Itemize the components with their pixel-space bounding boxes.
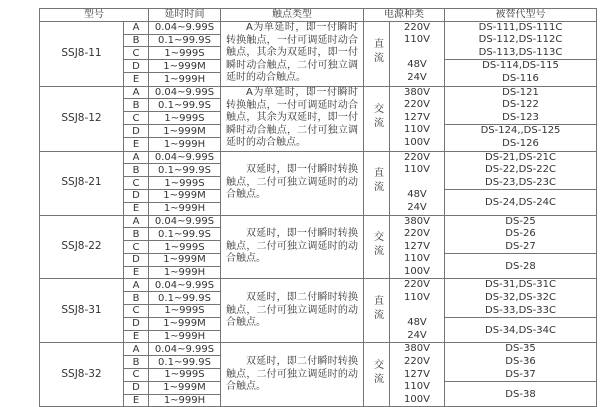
delay-range: 0.1~99.9S	[149, 356, 221, 369]
variant-letter: E	[124, 266, 149, 279]
model-cell: SSJ8-21	[40, 151, 124, 215]
voltage-item: 127V	[404, 368, 430, 380]
contact-type-text: A为单延时，即一付瞬时转换触点，一付可调延时动合触点，其余为双延时，即一付瞬时动合触点，二付可独立调延时的动合触点。	[226, 87, 358, 149]
replaced-model: DS-32,DS-32C	[485, 292, 556, 304]
voltage-item: 48V	[407, 317, 427, 329]
variant-letter: C	[124, 305, 149, 318]
delay-range: 1~999H	[149, 138, 221, 151]
delay-range: 0.04~9.99S	[149, 151, 221, 164]
relay-spec-table	[39, 8, 597, 407]
contact-type-cell	[221, 151, 364, 215]
power-kind-cell	[364, 279, 390, 343]
contact-type-cell	[221, 86, 364, 151]
replaced-model: DS-124,,DS-125	[480, 125, 561, 137]
replaced-models-top-cell	[445, 151, 597, 190]
replaced-model: DS-112,DS-112C	[478, 34, 563, 46]
delay-range: 1~999H	[149, 394, 221, 407]
replaced-models-bottom-cell	[445, 125, 597, 151]
replaced-model: DS-23,DS-23C	[485, 176, 556, 188]
delay-range: 0.1~99.9S	[149, 292, 221, 305]
contact-type-text: 双延时，即二付瞬时转换触点，二付可独立调延时的动合触点。	[226, 356, 358, 393]
delay-range: 1~999H	[149, 330, 221, 343]
power-kind-cell	[364, 215, 390, 279]
variant-letter: D	[124, 382, 149, 395]
replaced-model: DS-36	[505, 356, 536, 368]
delay-range: 1~999S	[149, 47, 221, 60]
col-header-model: 型号	[40, 9, 149, 22]
delay-range: 1~999M	[149, 60, 221, 73]
model-cell: SSJ8-31	[40, 279, 124, 343]
replaced-models-bottom-cell	[445, 318, 597, 343]
model-cell: SSJ8-12	[40, 86, 124, 151]
replaced-models-bottom-cell	[445, 190, 597, 215]
variant-letter: A	[124, 86, 149, 99]
col-header-delay: 延时时间	[149, 9, 221, 22]
voltage-item	[390, 177, 444, 190]
variant-letter: A	[124, 279, 149, 292]
col-header-contact: 触点类型	[221, 9, 364, 22]
voltage-item: 127V	[404, 111, 430, 123]
replaced-model: DS-121	[502, 86, 539, 98]
voltage-list-cell	[390, 21, 445, 86]
delay-range: 1~999S	[149, 369, 221, 382]
contact-type-text: 双延时，即一付瞬时转换触点，二付可独立调延时的动合触点。	[226, 228, 358, 265]
voltage-item: 380V	[404, 86, 430, 98]
voltage-item: 24V	[407, 71, 427, 83]
variant-letter: A	[124, 215, 149, 228]
contact-type-cell	[221, 279, 364, 343]
power-kind-cell	[364, 86, 390, 151]
replaced-model: DS-113,DS-113C	[478, 46, 563, 58]
variant-letter: E	[124, 73, 149, 86]
replaced-model: DS-123	[502, 111, 539, 123]
variant-letter: D	[124, 254, 149, 267]
voltage-list-cell	[390, 86, 445, 151]
voltage-item: 380V	[404, 215, 430, 227]
voltage-item: 220V	[404, 356, 430, 368]
replaced-models-top-cell	[445, 86, 597, 125]
voltage-item: 220V	[404, 228, 430, 240]
variant-letter: E	[124, 330, 149, 343]
replaced-model: DS-38	[505, 388, 536, 400]
voltage-item: 220V	[404, 151, 430, 163]
delay-range: 1~999M	[149, 382, 221, 395]
voltage-item: 48V	[407, 59, 427, 71]
contact-type-text: A为单延时，即一付瞬时转换触点，一付可调延时动合触点，其余为双延时，即一付瞬时动合触点，二付可独立调延时的动合触点。	[226, 22, 358, 84]
replaced-model: DS-21,DS-21C	[485, 151, 556, 163]
variant-letter: B	[124, 356, 149, 369]
contact-type-cell	[221, 215, 364, 279]
voltage-item: 220V	[404, 21, 430, 33]
replaced-model: DS-116	[502, 72, 539, 84]
power-kind-label: 交流	[371, 102, 383, 131]
contact-type-text: 双延时，即二付瞬时转换触点，二付可独立调延时的动合触点。	[226, 292, 358, 329]
voltage-item: 24V	[407, 329, 427, 341]
variant-letter: D	[124, 125, 149, 138]
replaced-models-bottom-cell	[445, 382, 597, 407]
replaced-model: DS-27	[505, 240, 536, 252]
replaced-models-top-cell	[445, 215, 597, 254]
power-kind-label: 直流	[371, 37, 383, 66]
variant-letter: C	[124, 112, 149, 125]
variant-letter: A	[124, 151, 149, 164]
voltage-item: 110V	[404, 253, 430, 265]
voltage-item: 24V	[407, 201, 427, 213]
variant-letter: A	[124, 21, 149, 34]
variant-letter: E	[124, 138, 149, 151]
variant-letter: B	[124, 164, 149, 177]
replaced-model: DS-111,DS-111C	[478, 21, 563, 33]
voltage-item: 110V	[404, 164, 430, 176]
voltage-list-cell	[390, 343, 445, 407]
replaced-model: DS-25	[505, 215, 536, 227]
delay-range: 0.04~9.99S	[149, 279, 221, 292]
replaced-models-top-cell	[445, 279, 597, 318]
variant-letter: B	[124, 34, 149, 47]
voltage-item: 380V	[404, 343, 430, 355]
model-cell: SSJ8-32	[40, 343, 124, 407]
variant-letter: D	[124, 318, 149, 331]
variant-letter: C	[124, 177, 149, 190]
delay-range: 1~999H	[149, 202, 221, 215]
replaced-models-bottom-cell	[445, 60, 597, 86]
replaced-model: DS-31,DS-31C	[485, 279, 556, 291]
voltage-item: 100V	[404, 265, 430, 277]
variant-letter: A	[124, 343, 149, 356]
delay-range: 1~999H	[149, 266, 221, 279]
variant-letter: B	[124, 99, 149, 112]
replaced-models-bottom-cell	[445, 254, 597, 279]
power-kind-cell	[364, 343, 390, 407]
variant-letter: C	[124, 369, 149, 382]
variant-letter: D	[124, 190, 149, 203]
delay-range: 1~999H	[149, 73, 221, 86]
voltage-list-cell	[390, 151, 445, 215]
contact-type-text: 双延时，即一付瞬时转换触点，二付可独立调延时的动合触点。	[226, 164, 358, 201]
replaced-model: DS-126	[502, 137, 539, 149]
replaced-model: DS-24,DS-24C	[485, 196, 556, 208]
variant-letter: B	[124, 228, 149, 241]
delay-range: 1~999M	[149, 125, 221, 138]
power-kind-label: 交流	[371, 359, 383, 388]
delay-range: 1~999S	[149, 241, 221, 254]
replaced-model: DS-26	[505, 228, 536, 240]
power-kind-cell	[364, 21, 390, 86]
delay-range: 0.04~9.99S	[149, 21, 221, 34]
delay-range: 0.04~9.99S	[149, 215, 221, 228]
delay-range: 1~999M	[149, 190, 221, 203]
contact-type-cell	[221, 21, 364, 86]
replaced-models-top-cell	[445, 21, 597, 60]
voltage-item: 100V	[404, 136, 430, 148]
delay-range: 1~999S	[149, 177, 221, 190]
replaced-model: DS-34,DS-34C	[485, 324, 556, 336]
col-header-power: 电源种类	[364, 9, 445, 22]
power-kind-label: 直流	[371, 167, 383, 196]
voltage-item: 48V	[407, 189, 427, 201]
replaced-model: DS-114,DS-115	[482, 60, 559, 72]
replaced-model: DS-22,DS-22C	[485, 164, 556, 176]
contact-type-cell	[221, 343, 364, 407]
variant-letter: E	[124, 394, 149, 407]
delay-range: 0.1~99.9S	[149, 99, 221, 112]
delay-range: 1~999M	[149, 254, 221, 267]
power-kind-label: 交流	[371, 231, 383, 260]
voltage-item	[390, 305, 444, 318]
voltage-item: 100V	[404, 393, 430, 405]
voltage-item: 110V	[404, 124, 430, 136]
delay-range: 0.1~99.9S	[149, 164, 221, 177]
delay-range: 0.1~99.9S	[149, 228, 221, 241]
variant-letter: B	[124, 292, 149, 305]
voltage-list-cell	[390, 215, 445, 279]
power-kind-label: 直流	[371, 295, 383, 324]
delay-range: 1~999S	[149, 112, 221, 125]
voltage-item: 220V	[404, 279, 430, 291]
replaced-model: DS-37	[505, 368, 536, 380]
model-cell: SSJ8-22	[40, 215, 124, 279]
replaced-model: DS-33,DS-33C	[485, 304, 556, 316]
variant-letter: D	[124, 60, 149, 73]
variant-letter: C	[124, 241, 149, 254]
replaced-models-top-cell	[445, 343, 597, 382]
delay-range: 0.1~99.9S	[149, 34, 221, 47]
voltage-item: 127V	[404, 240, 430, 252]
replaced-model: DS-28	[505, 260, 536, 272]
power-kind-cell	[364, 151, 390, 215]
variant-letter: E	[124, 202, 149, 215]
delay-range: 1~999S	[149, 305, 221, 318]
voltage-item: 110V	[404, 34, 430, 46]
voltage-item	[390, 47, 444, 60]
delay-range: 0.04~9.99S	[149, 86, 221, 99]
model-cell: SSJ8-11	[40, 21, 124, 86]
delay-range: 1~999M	[149, 318, 221, 331]
voltage-item: 110V	[404, 292, 430, 304]
voltage-list-cell	[390, 279, 445, 343]
voltage-item: 220V	[404, 99, 430, 111]
col-header-replaced: 被替代型号	[445, 9, 597, 22]
variant-letter: C	[124, 47, 149, 60]
voltage-item: 110V	[404, 381, 430, 393]
delay-range: 0.04~9.99S	[149, 343, 221, 356]
replaced-model: DS-122	[502, 99, 539, 111]
replaced-model: DS-35	[505, 343, 536, 355]
